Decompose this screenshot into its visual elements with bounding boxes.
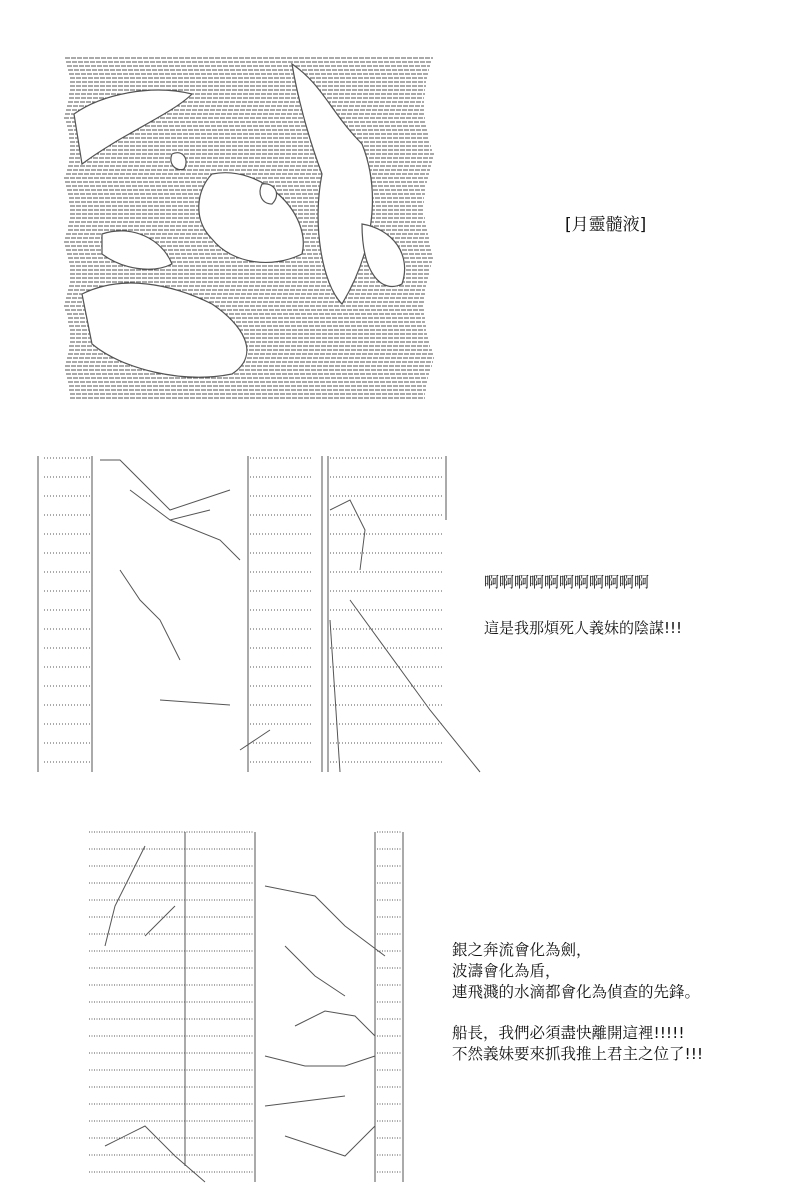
character-outline — [105, 832, 403, 1182]
ascii-art-drawing-2 — [30, 450, 490, 778]
dialogue-line-1: 銀之奔流會化為劍， — [452, 941, 592, 959]
dialogue-panel-2 — [484, 571, 682, 639]
ascii-art-panel-1 — [62, 54, 440, 406]
dotted-columns — [44, 458, 444, 762]
dialogue-gap — [484, 593, 682, 617]
ascii-art-drawing-1 — [62, 54, 440, 406]
dialogue-gap — [452, 1003, 703, 1023]
ascii-art-drawing-3 — [85, 826, 405, 1186]
ascii-art-panel-2 — [30, 450, 490, 778]
dialogue-line-scream: 啊啊啊啊啊啊啊啊啊啊啊 — [484, 573, 650, 591]
dialogue-panel-3 — [452, 940, 703, 1065]
character-outline — [38, 456, 480, 772]
dialogue-line-6: 不然義妹要來抓我推上君主之位了!!! — [452, 1045, 704, 1063]
ascii-art-panel-3 — [85, 826, 405, 1186]
dialogue-line-5: 船長，我們必須盡快離開這裡!!!!! — [452, 1024, 685, 1042]
dialogue-line-2: 波濤會化為盾， — [452, 962, 561, 980]
dialogue-line-3: 連飛濺的水滴都會化為偵查的先鋒。 — [452, 983, 701, 1001]
caption-mystic-code-name: [月靈髓液] — [565, 215, 647, 235]
dialogue-line-conspiracy: 這是我那煩死人義妹的陰謀!!! — [484, 619, 683, 637]
dotted-blocks — [89, 832, 401, 1172]
